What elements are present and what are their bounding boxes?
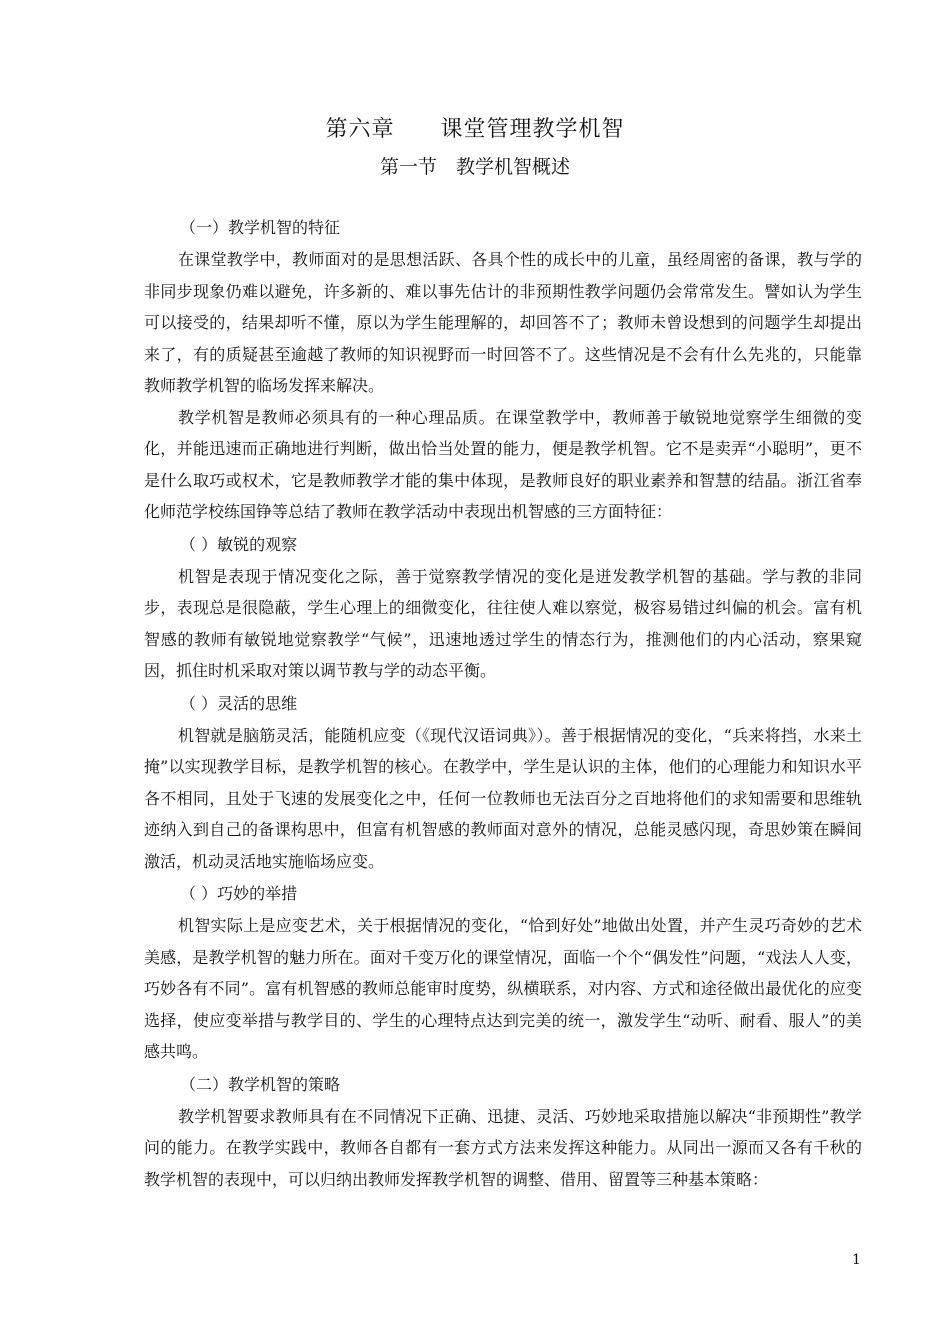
- subheading-strategies: （二）教学机智的策略: [180, 1074, 341, 1094]
- subheading-measures: （ ）巧妙的举措: [180, 884, 298, 903]
- paragraph: 教学机智是教师必须具有的一种心理品质。在课堂教学中，教师善于敏锐地觉察学生细微的变化，并能迅速而正确地进行判断，做出恰当处置的能力，便是教学机智。它不是卖弄“小聪明”，更不是什么取巧或权术，它是教师教学才能的集中体现，是教师良好的职业素养和智慧的结晶。浙江省奉化师范学校练国铮等总结了教师在教学活动中表现出机智感的三方面特征：: [144, 407, 862, 521]
- chapter-title: 第六章 课堂管理教学机智: [325, 117, 625, 142]
- body-text: [144, 211, 862, 1195]
- paragraph: 机智就是脑筋灵活，能随机应变（《现代汉语词典》）。善于根据情况的变化，“兵来将挡，水来土掩”以实现教学目标，是教学机智的核心。在教学中，学生是认识的主体，他们的心理能力和知识水平各不相同，且处于飞速的发展变化之中，任何一位教师也无法百分之百地将他们的求知需要和思维轨迹纳入到自己的备课构思中，但富有机智感的教师面对意外的情况，总能灵感闪现，奇思妙策在瞬间激活，机动灵活地实施临场应变。: [144, 725, 862, 871]
- paragraph: 机智是表现于情况变化之际，善于觉察教学情况的变化是迸发教学机智的基础。学与教的非同步，表现总是很隐蔽，学生心理上的细微变化，往往使人难以察觉，极容易错过纠偏的机会。富有机智感的教师有敏锐地觉察教学“气候”，迅速地透过学生的情态行为，推测他们的内心活动，察果窥因，抓住时机采取对策以调节教与学的动态平衡。: [144, 566, 862, 680]
- paragraph: 在课堂教学中，教师面对的是思想活跃、各具个性的成长中的儿童，虽经周密的备课，教与学的非同步现象仍难以避免，许多新的、难以事先估计的非预期性教学问题仍会常常发生。譬如认为学生可以接受的，结果却听不懂，原以为学生能理解的，却回答不了；教师未曾设想到的问题学生却提出来了，有的质疑甚至逾越了教师的知识视野而一时回答不了。这些情况是不会有什么先兆的，只能靠教师教学机智的临场发挥来解决。: [144, 250, 862, 395]
- section-title: 第一节 教学机智概述: [379, 156, 570, 178]
- subheading-thinking: （ ）灵活的思维: [180, 693, 298, 713]
- paragraph: 教学机智要求教师具有在不同情况下正确、迅捷、灵活、巧妙地采取措施以解决“非预期性”教学问的能力。在教学实践中，教师各自都有一套方式方法来发挥这种能力。从同出一源而又各有千秋的教学机智的表现中，可以归纳出教师发挥教学机智的调整、借用、留置等三种基本策略：: [144, 1106, 862, 1189]
- subheading-features: （一）教学机智的特征: [180, 218, 341, 237]
- page-number: 1: [852, 1252, 861, 1268]
- subheading-observation: （ ）敏锐的观察: [180, 534, 298, 554]
- paragraph: 机智实际上是应变艺术，关于根据情况的变化，“恰到好处”地做出处置，并产生灵巧奇妙的艺术美感，是教学机智的魅力所在。面对千变万化的课堂情况，面临一个个“偶发性”问题，“戏法人人变，巧妙各有不同”。富有机智感的教师总能审时度势，纵横联系，对内容、方式和途径做出最优化的应变选择，使应变举措与教学目的、学生的心理特点达到完美的统一，激发学生“动听、耐看、服人”的美感共鸣。: [144, 916, 862, 1061]
